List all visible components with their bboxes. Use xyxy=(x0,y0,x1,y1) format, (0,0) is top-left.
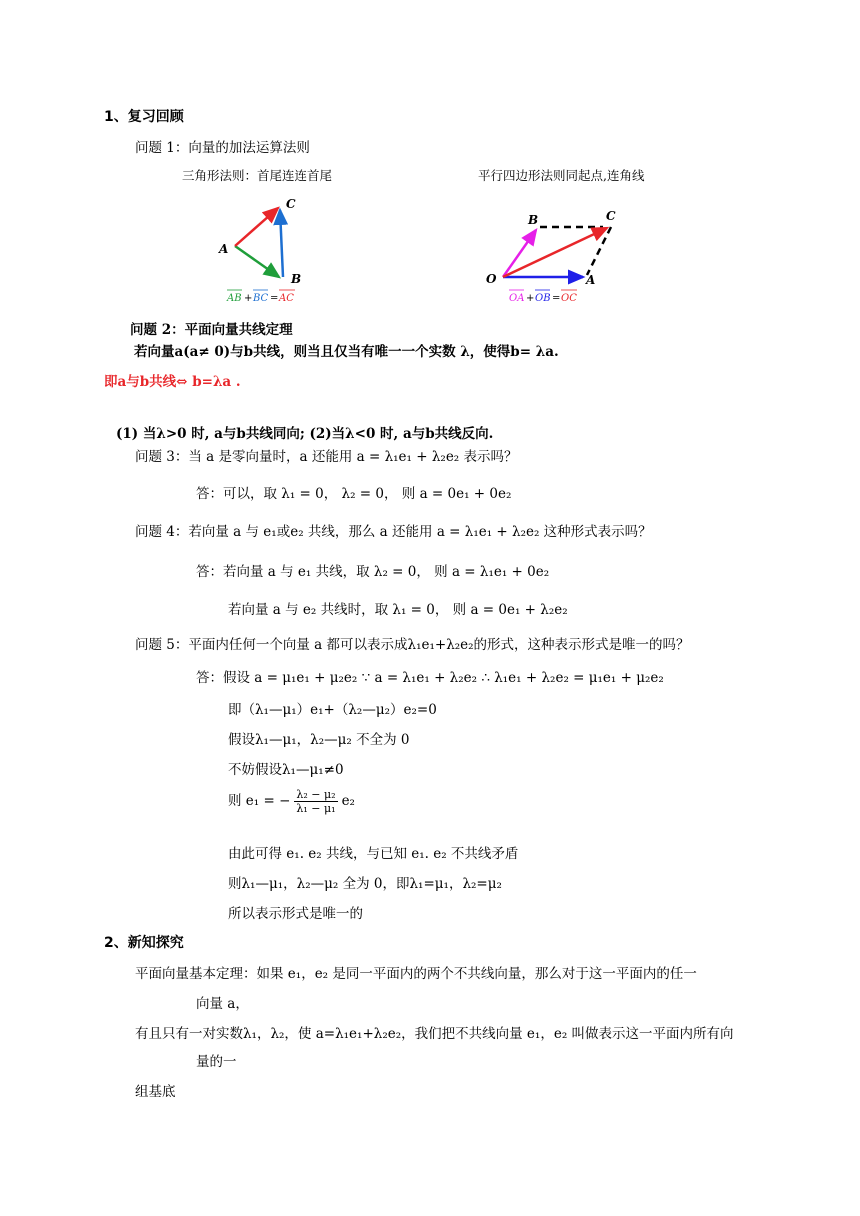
question-5-answer-1: 答：假设 a = μ₁e₁ + μ₂e₂ ∵ a = λ₁e₁ + λ₂e₂ ∴ λ₁e₁ + λ₂e₂ = μ₁e₁ + μ₂e₂ xyxy=(196,670,664,686)
formula-eq: = xyxy=(552,293,561,304)
point-c-label: C xyxy=(286,197,296,211)
vector-oc xyxy=(503,228,607,277)
vector-ac xyxy=(235,208,278,246)
formula-eq: = xyxy=(270,293,279,304)
theorem-line-4: 量的一 xyxy=(196,1054,237,1070)
question-3-answer: 答：可以，取 λ₁ = 0， λ₂ = 0， 则 a = 0e₁ + 0e₂ xyxy=(196,486,512,502)
parallelogram-rule-figure xyxy=(478,200,628,310)
point-a-label: A xyxy=(586,273,596,287)
question-3: 问题 3：当 a 是零向量时，a 还能用 a = λ₁e₁ + λ₂e₂ 表示吗？ xyxy=(135,449,518,465)
formula-oa: OA xyxy=(509,293,525,304)
point-c-label: C xyxy=(606,209,616,223)
question-5: 问题 5：平面内任何一个向量 a 都可以表示成λ₁e₁+λ₂e₂的形式，这种表示形式是唯一的吗？ xyxy=(135,637,690,653)
fraction xyxy=(294,788,337,815)
parallelogram-rule-caption: 平行四边形法则同起点,连角线 xyxy=(478,168,645,183)
question-5-answer-3: 假设λ₁—μ₁，λ₂—μ₂ 不全为 0 xyxy=(228,732,410,748)
vector-ab xyxy=(235,246,279,277)
question-5-answer-6: 由此可得 e₁. e₂ 共线，与已知 e₁. e₂ 不共线矛盾 xyxy=(228,846,519,862)
section-2-heading: 2、新知探究 xyxy=(104,935,184,951)
formula-ac: AC xyxy=(279,293,294,304)
fraction-numerator: λ₂ − μ₂ xyxy=(296,788,336,801)
point-b-label: B xyxy=(291,272,302,286)
question-5-answer-8: 所以表示形式是唯一的 xyxy=(228,906,363,922)
formula-plus: + xyxy=(244,293,253,304)
collinear-theorem-statement: 若向量a(a≠ 0)与b共线，则当且仅当有唯一一个实数 λ，使得b= λa. xyxy=(134,344,559,360)
triangle-rule-figure xyxy=(205,188,320,310)
question-4-answer-2: 若向量 a 与 e₂ 共线时，取 λ₁ = 0， 则 a = 0e₁ + λ₂e₂ xyxy=(228,602,568,618)
fraction-denominator: λ₁ − μ₁ xyxy=(296,802,336,815)
dashed-ca xyxy=(587,227,611,275)
theorem-line-1: 平面向量基本定理：如果 e₁，e₂ 是同一平面内的两个不共线向量，那么对于这一平面内的任一 xyxy=(135,966,697,982)
question-5-answer-7: 则λ₁—μ₁，λ₂—μ₂ 全为 0，即λ₁=μ₁，λ₂=μ₂ xyxy=(228,876,502,892)
point-a-label: A xyxy=(219,242,229,256)
point-o-label: O xyxy=(486,272,497,286)
fraction-prefix: 则 e₁ = − xyxy=(228,793,291,809)
vector-bc xyxy=(280,210,283,277)
formula-ob: OB xyxy=(535,293,551,304)
theorem-line-3: 有且只有一对实数λ₁，λ₂，使 a=λ₁e₁+λ₂e₂，我们把不共线向量 e₁，e₂ 叫做表示这一平面内所有向 xyxy=(135,1026,734,1042)
lambda-cases: (1) 当λ>0 时, a与b共线同向; (2)当λ<0 时, a与b共线反向. xyxy=(116,426,494,442)
question-4: 问题 4：若向量 a 与 e₁或e₂ 共线，那么 a 还能用 a = λ₁e₁ + λ₂e₂ 这种形式表示吗？ xyxy=(135,524,652,540)
collinear-equivalence: 即a与b共线⇔ b=λa . xyxy=(104,374,241,390)
question-5-answer-2: 即（λ₁—μ₁）e₁+（λ₂—μ₂）e₂=0 xyxy=(228,702,437,718)
point-b-label: B xyxy=(528,213,539,227)
question-1: 问题 1：向量的加法运算法则 xyxy=(135,140,310,156)
question-5-answer-5 xyxy=(228,788,355,815)
formula-plus: + xyxy=(526,293,535,304)
question-5-answer-4: 不妨假设λ₁—μ₁≠0 xyxy=(228,762,344,778)
question-4-answer-1: 答：若向量 a 与 e₁ 共线，取 λ₂ = 0， 则 a = λ₁e₁ + 0e₂ xyxy=(196,564,550,580)
triangle-rule-caption: 三角形法则：首尾连连首尾 xyxy=(182,168,333,183)
theorem-line-5: 组基底 xyxy=(135,1084,176,1100)
fraction-suffix: e₂ xyxy=(341,793,355,809)
theorem-line-2: 向量 a， xyxy=(196,996,249,1012)
formula-bc: BC xyxy=(253,293,269,304)
section-1-heading: 1、复习回顾 xyxy=(104,109,184,125)
formula-oc: OC xyxy=(561,293,577,304)
formula-ab: AB xyxy=(227,293,242,304)
question-2-title: 问题 2：平面向量共线定理 xyxy=(130,322,293,338)
